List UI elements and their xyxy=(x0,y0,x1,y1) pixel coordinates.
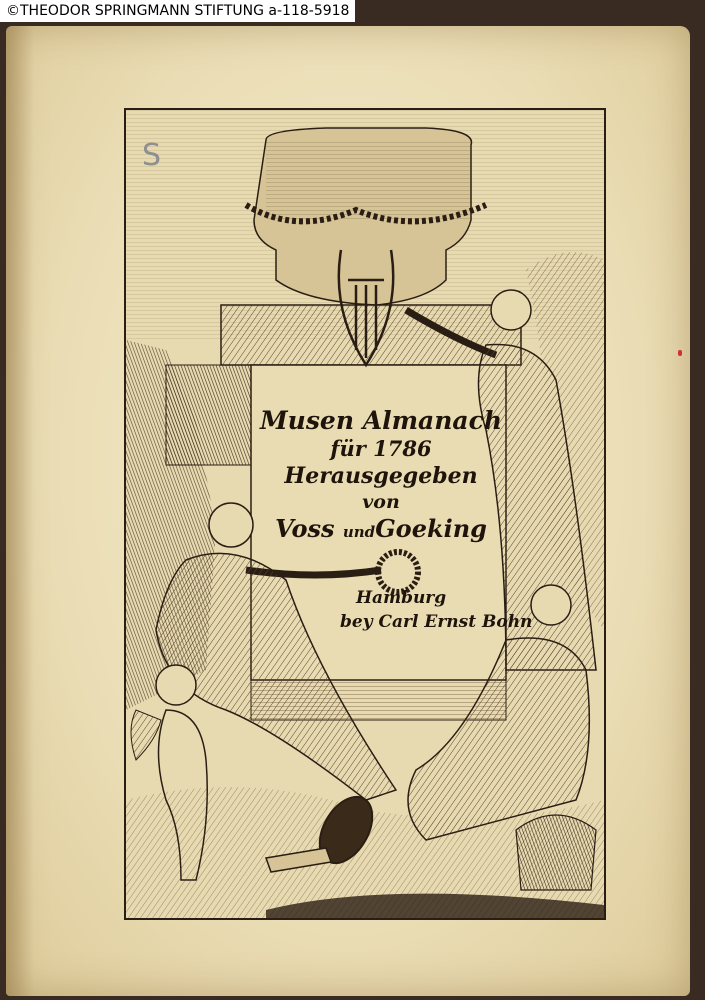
editor-voss: Voss xyxy=(275,514,335,543)
library-stamp: S xyxy=(142,138,162,173)
imprint-place: Hamburg xyxy=(356,588,447,608)
imprint xyxy=(340,586,540,634)
plinth-side xyxy=(166,365,256,465)
red-ink-mark xyxy=(678,350,682,356)
flower-basket-icon xyxy=(516,815,596,890)
muse-seated-head xyxy=(209,503,253,547)
cherub-head xyxy=(156,665,196,705)
muse-standing-head xyxy=(491,290,531,330)
copyright-watermark: ©THEODOR SPRINGMANN STIFTUNG a-118-5918 xyxy=(0,0,355,22)
spine-shadow xyxy=(6,26,34,996)
title-line-4: von xyxy=(362,491,400,513)
book-cover-page xyxy=(6,26,690,996)
title-year: 1786 xyxy=(373,436,432,461)
title-line-1: Musen Almanach xyxy=(259,406,503,435)
title-inscription xyxy=(256,406,506,547)
imprint-publisher: bey Carl Ernst Bohn xyxy=(340,612,533,632)
editor-und: und xyxy=(342,523,376,541)
title-line-3: Herausgegeben xyxy=(284,463,478,489)
title-fur: für xyxy=(330,436,366,461)
editor-goeking: Goeking xyxy=(375,514,487,543)
title-editors xyxy=(256,514,506,547)
title-line-2 xyxy=(256,436,506,462)
frontispiece-engraving xyxy=(124,108,606,920)
